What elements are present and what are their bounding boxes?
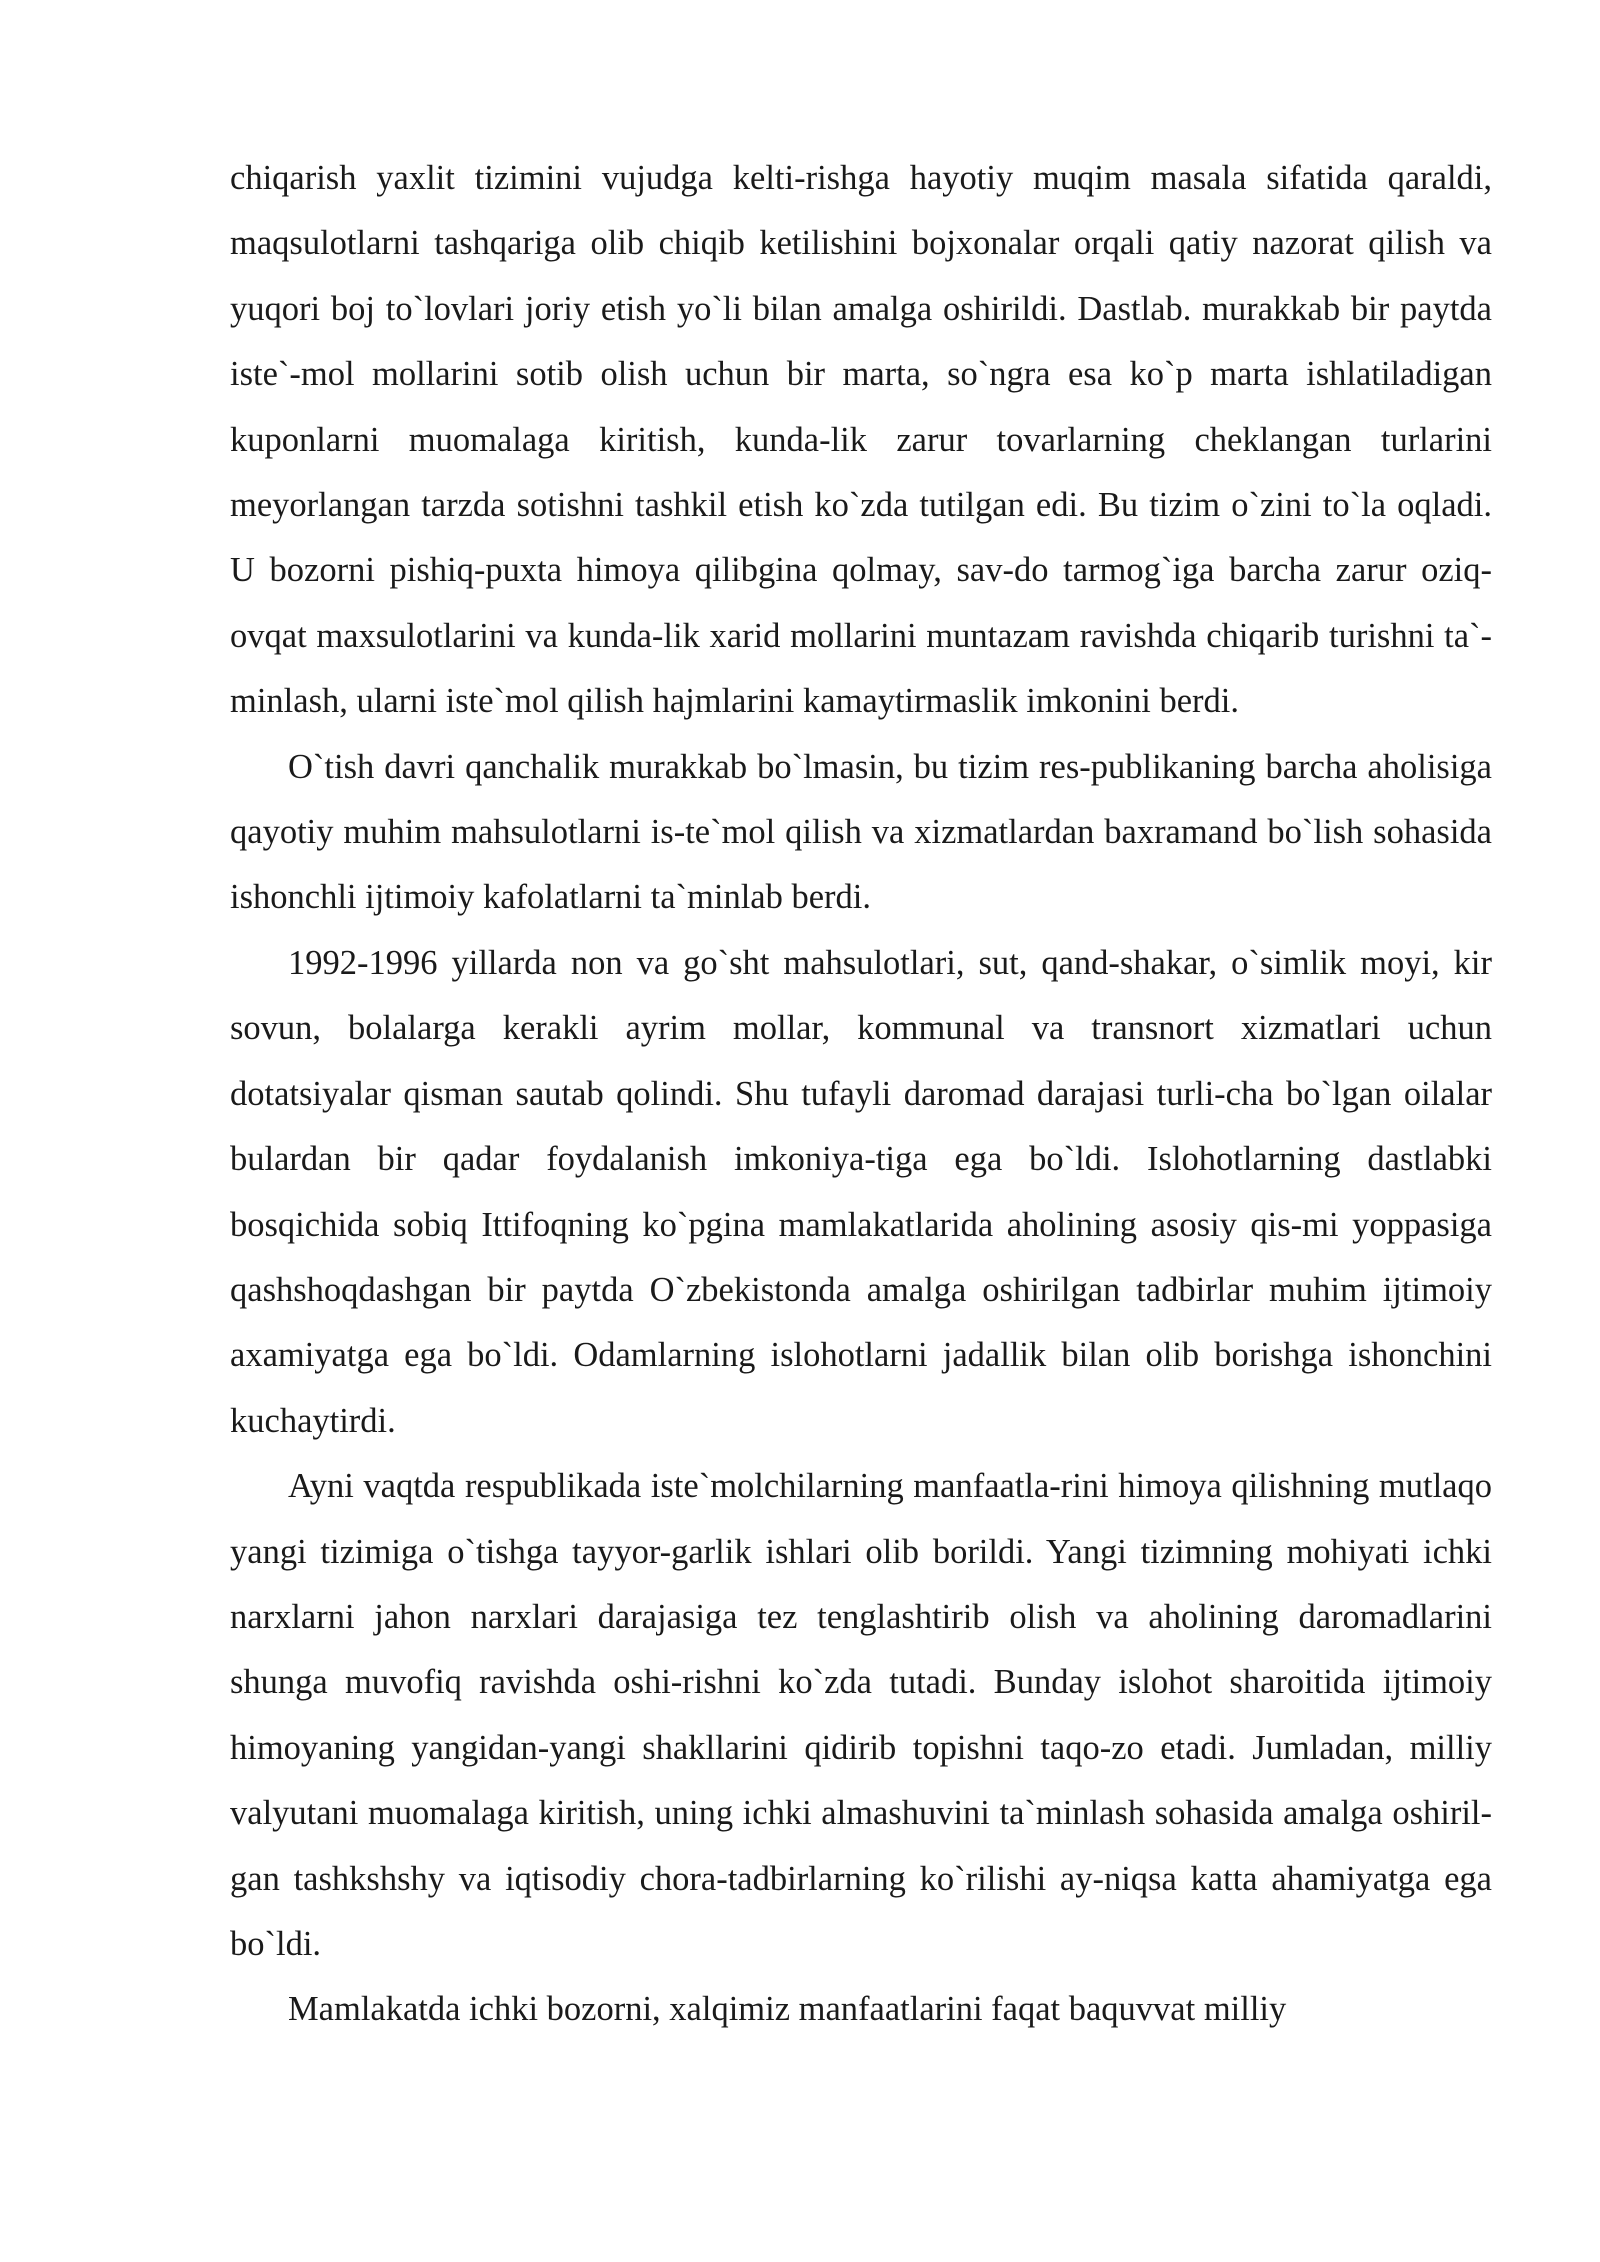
document-body [230,146,1492,2043]
paragraph-transition-period: O`tish davri qanchalik murakkab bo`lmasin, bu tizim res-publikaning barcha aholisiga qayotiy muhim mahsulotlarni is-te`mol qilish va xizmatlardan baxramand bo`lish sohasida ishonchli ijtimoiy kafolatlarni ta`minlab berdi. [230,747,1492,917]
paragraph-subsidies: 1992-1996 yillarda non va go`sht mahsulotlari, sut, qand-shakar, o`simlik moyi, kir sovun, bolalarga kerakli ayrim mollar, kommunal va transnort xizmatlari uchun dotatsiyalar qisman sautab qolindi. Shu tufayli daromad darajasi turli-cha bo`lgan oilalar bulardan bir qadar foydalanish imkoniya-tiga ega bo`ldi. Islohotlarning dastlabki bosqichida sobiq Ittifoqning ko`pgina mamlakatlarida aholining asosiy qis-mi yoppasiga qashshoqdashgan bir paytda O`zbekistonda amalga oshirilgan tadbirlar muhim ijtimoiy axamiyatga ega bo`ldi. Odamlarning islohotlarni jadallik bilan olib borishga ishonchini kuchaytirdi. [230,943,1492,1440]
paragraph-continued: chiqarish yaxlit tizimini vujudga kelti-rishga hayotiy muqim masala sifatida qaraldi, maqsulotlarni tashqariga olib chiqib ketilishini bojxonalar orqali qatiy nazorat qilish va yuqori boj to`lovlari joriy etish yo`li bilan amalga oshirildi. Dastlab. murakkab bir paytda iste`-mol mollarini sotib olish uchun bir marta, so`ngra esa ko`p marta ishlatiladigan kuponlarni muomalaga kiritish, kunda-lik zarur tovarlarning cheklangan turlarini meyorlangan tarzda sotishni tashkil etish ko`zda tutilgan edi. Bu tizim o`zini to`la oqladi. U bozorni pishiq-puxta himoya qilibgina qolmay, sav-do tarmog`iga barcha zarur oziq-ovqat maxsulotlarini va kunda-lik xarid mollarini muntazam ravishda chiqarib turishni ta`-minlash, ularni iste`mol qilish hajmlarini kamaytirmaslik imkonini berdi. [230,159,1492,721]
paragraph-consumer-protection: Ayni vaqtda respublikada iste`molchilarning manfaatla-rini himoya qilishning mutlaqo yangi tizimiga o`tishga tayyor-garlik ishlari olib borildi. Yangi tizimning mohiyati ichki narxlarni jahon narxlari darajasiga tez tenglashtirib olish va aholining daromadlarini shunga muvofiq ravishda oshi-rishni ko`zda tutadi. Bunday islohot sharoitida ijtimoiy himoyaning yangidan-yangi shakllarini qidirib topishni taqo-zo etadi. Jumladan, milliy valyutani muomalaga kiritish, uning ichki almashuvini ta`minlash sohasida amalga oshiril-gan tashkshshy va iqtisodiy chora-tadbirlarning ko`rilishi ay-niqsa katta ahamiyatga ega bo`ldi. [230,1467,1492,1963]
paragraph-domestic-market: Mamlakatda ichki bozorni, xalqimiz manfaatlarini faqat baquvvat milliy [288,1990,1287,2029]
